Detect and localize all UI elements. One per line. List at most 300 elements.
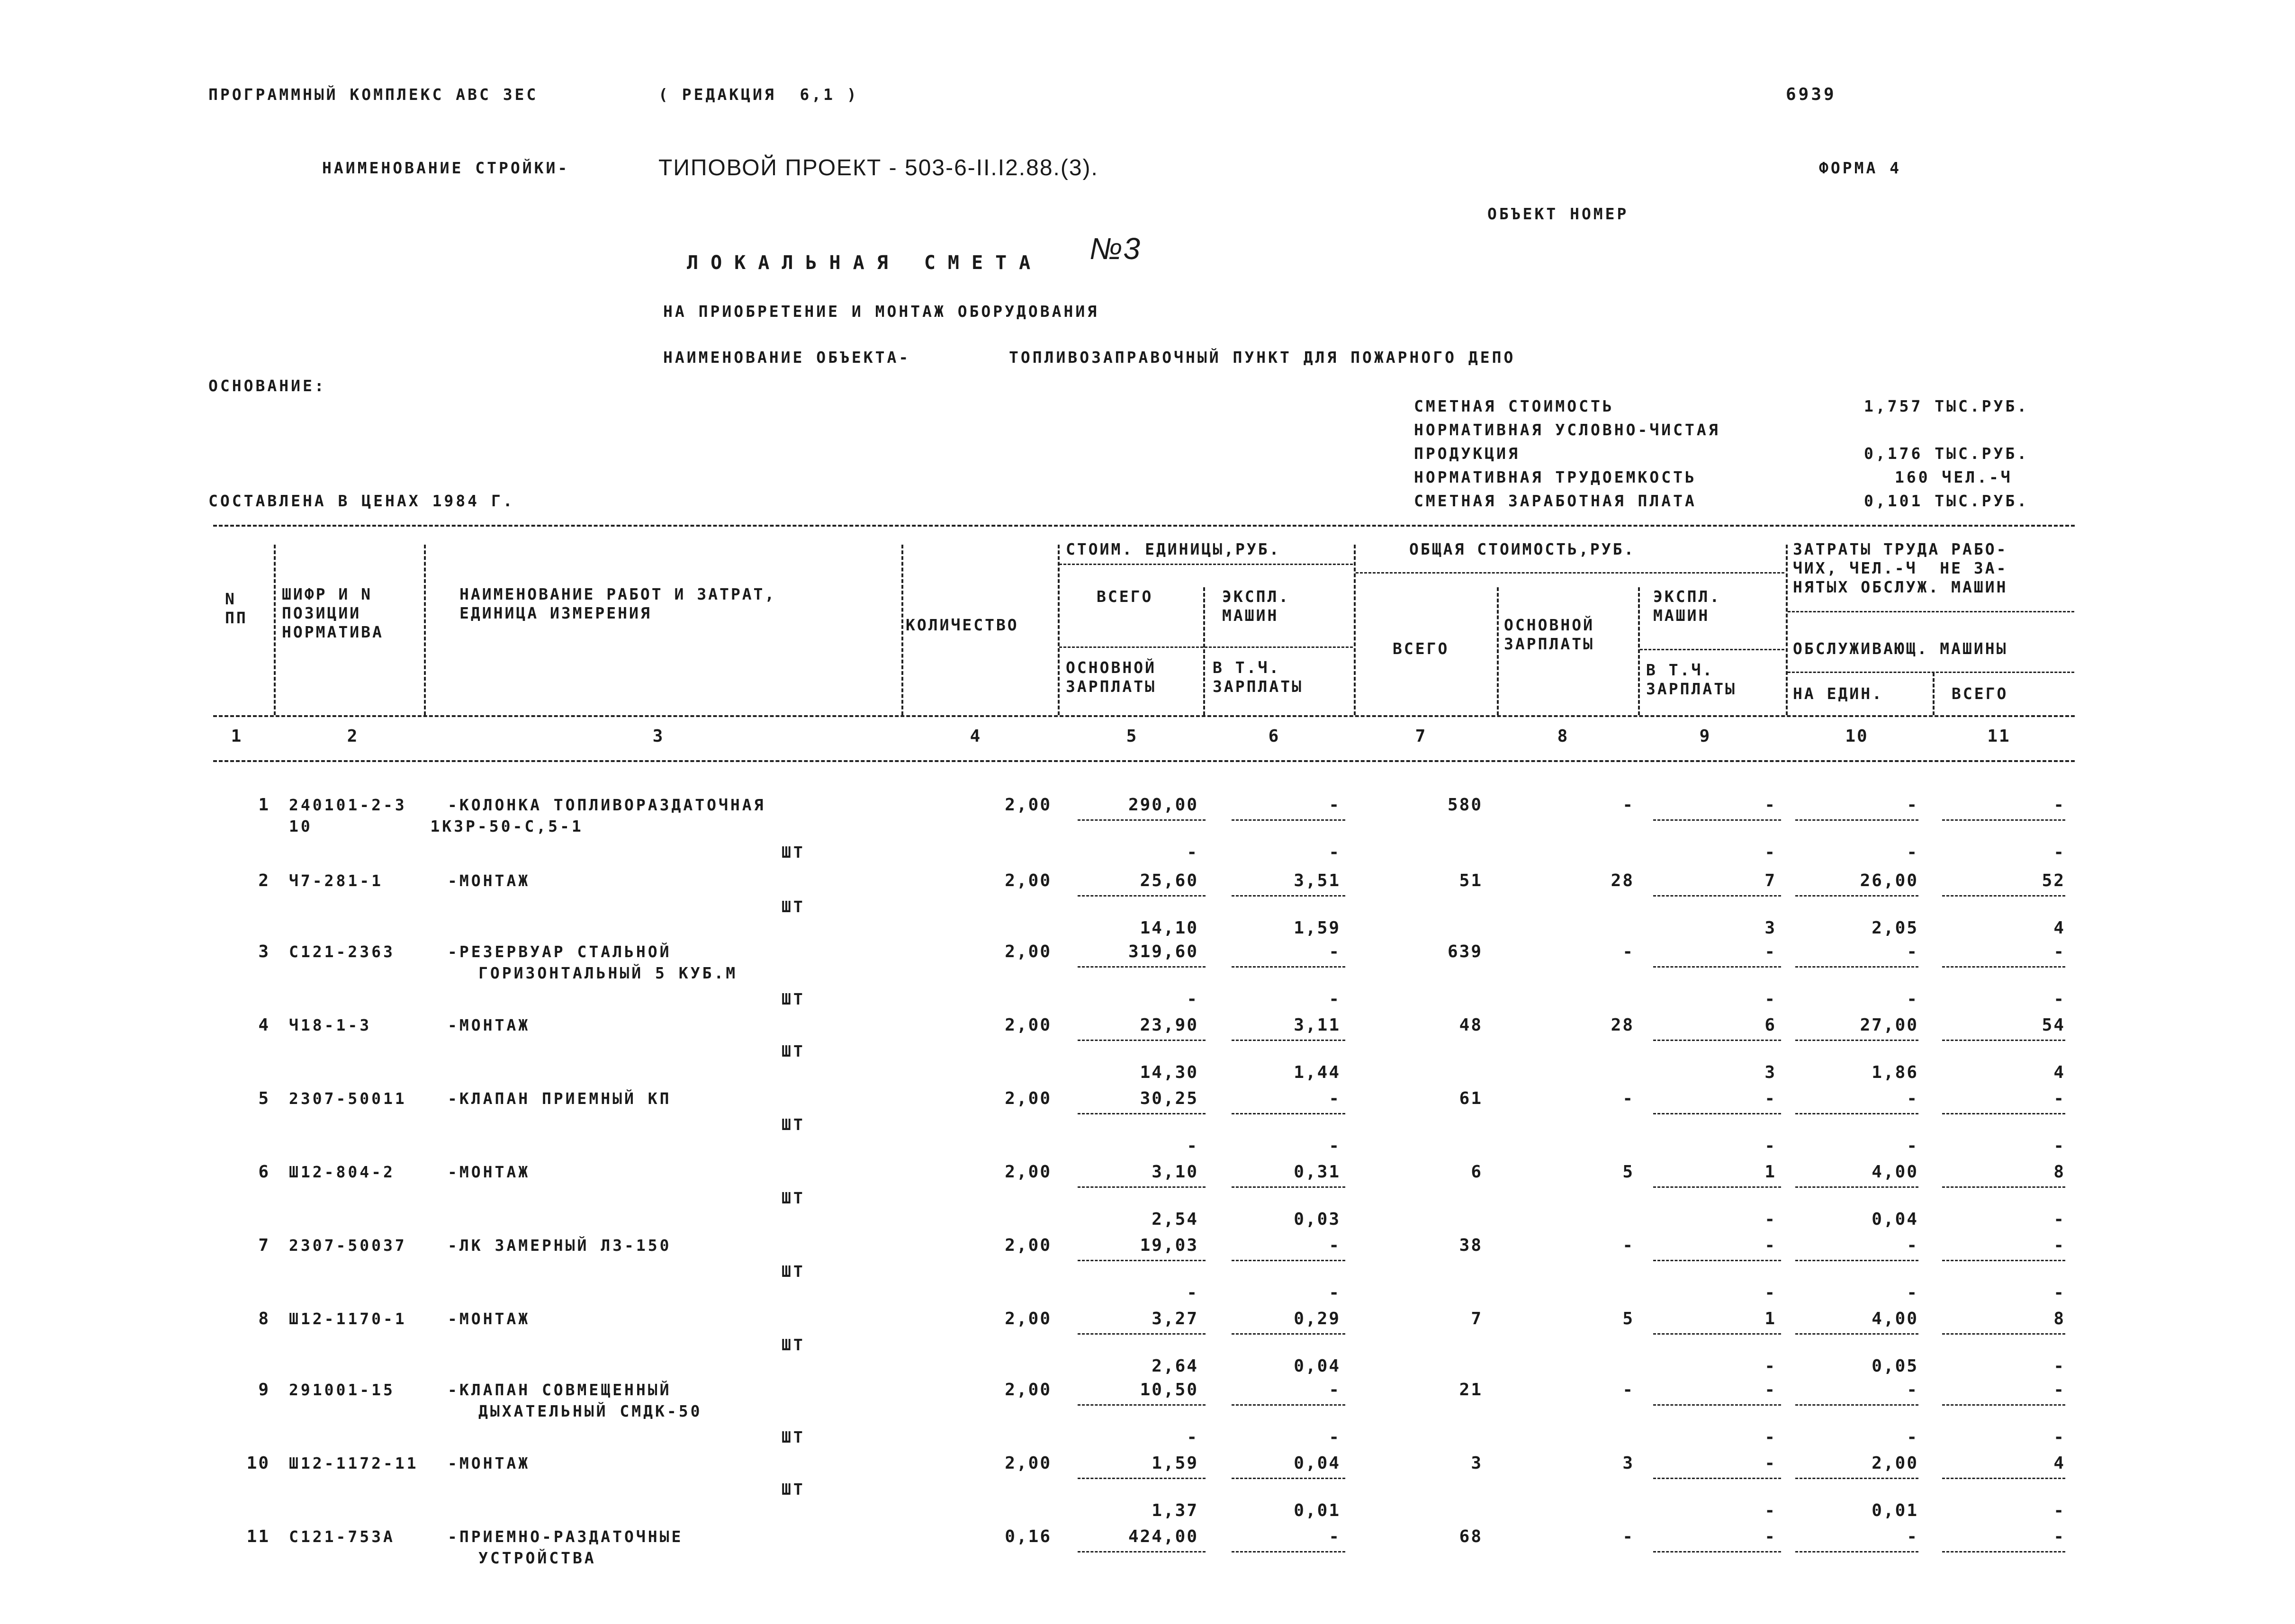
column-number: 8 [1557, 727, 1569, 746]
row-unit-incl-salary: 0,04 [1294, 1356, 1341, 1376]
cell-underline [1653, 895, 1781, 897]
row-total-base-salary: 5 [1622, 1162, 1634, 1182]
cell-underline [1232, 1260, 1345, 1261]
row-total-exploit: 1 [1764, 1309, 1776, 1328]
row-unit-base-salary: 1,37 [1152, 1501, 1198, 1520]
header-rule [1788, 672, 2074, 673]
cell-underline [1942, 1186, 2065, 1188]
construction-value-prefix [658, 155, 1098, 180]
row-total-exploit: 7 [1764, 871, 1776, 890]
row-labor-all: 8 [2053, 1162, 2065, 1182]
row-unit-total: 319,60 [1128, 942, 1198, 961]
row-labor-machines-all: - [2053, 1356, 2065, 1376]
header-unit-incl-salary: В Т.Ч. ЗАРПЛАТЫ [1213, 658, 1303, 696]
header-col3: НАИМЕНОВАНИЕ РАБОТ И ЗАТРАТ, ЕДИНИЦА ИЗМЕРЕНИЯ [459, 585, 776, 622]
cell-underline [1942, 966, 2065, 968]
row-total-incl-salary: 3 [1764, 1063, 1776, 1082]
header-unit-base-salary: ОСНОВНОЙ ЗАРПЛАТЫ [1066, 658, 1156, 696]
summary-cost-value: 1,757 ТЫС.РУБ. [1864, 397, 2029, 415]
row-labor-machines-per-unit: - [1907, 1136, 1918, 1156]
row-labor-all: - [2053, 1089, 2065, 1108]
row-total: 3 [1471, 1454, 1483, 1473]
row-total-base-salary: - [1622, 1236, 1634, 1255]
row-name-line2: 10 1К3Р-50-С,5-1 [289, 817, 584, 835]
row-labor-per-unit: - [1907, 1089, 1918, 1108]
cell-underline [1232, 1333, 1345, 1335]
row-labor-all: - [2053, 1380, 2065, 1400]
row-labor-machines-per-unit: 1,86 [1872, 1063, 1918, 1082]
row-labor-per-unit: 4,00 [1872, 1162, 1918, 1182]
row-labor-machines-all: - [2053, 1136, 2065, 1156]
row-number: 7 [258, 1236, 270, 1255]
header-col4: КОЛИЧЕСТВО [906, 616, 1019, 634]
row-unit-exploit: 0,29 [1294, 1309, 1341, 1328]
cell-underline [1942, 895, 2065, 897]
row-unit-base-salary: - [1187, 1136, 1198, 1156]
col-divider-8 [1638, 587, 1640, 715]
row-total-base-salary: 28 [1611, 1015, 1634, 1035]
construction-value: ТИПОВОЙ ПРОЕКТ - 503-6-II.I2.88.(3). [658, 155, 1098, 180]
column-number: 1 [231, 727, 243, 746]
cell-underline [1942, 1040, 2065, 1041]
row-total-exploit: - [1764, 1089, 1776, 1108]
cell-underline [1078, 819, 1206, 821]
prices-basis: СОСТАВЛЕНА В ЦЕНАХ 1984 Г. [208, 492, 515, 510]
row-total-base-salary: - [1622, 942, 1634, 961]
cell-underline [1795, 819, 1918, 821]
row-total-exploit: - [1764, 1236, 1776, 1255]
cell-underline [1078, 966, 1206, 968]
row-labor-per-unit: - [1907, 1380, 1918, 1400]
row-labor-all: 54 [2042, 1015, 2065, 1035]
row-name: -КЛАПАН СОВМЕЩЕННЫЙ [448, 1381, 672, 1399]
row-quantity: 2,00 [1005, 1454, 1052, 1473]
row-total: 48 [1459, 1015, 1483, 1035]
cell-underline [1942, 1113, 2065, 1114]
cell-underline [1078, 895, 1206, 897]
summary-labor-value: 160 ЧЕЛ.-Ч [1895, 468, 2013, 486]
row-name: -МОНТАЖ [448, 1310, 531, 1328]
row-name-line2: ДЫХАТЕЛЬНЫЙ СМДК-50 [478, 1402, 702, 1420]
cell-underline [1232, 1186, 1345, 1188]
basis-label: ОСНОВАНИЕ: [208, 377, 326, 395]
row-labor-machines-all: - [2053, 989, 2065, 1009]
row-unit-base-salary: - [1187, 843, 1198, 862]
cell-underline [1942, 1260, 2065, 1261]
row-quantity: 2,00 [1005, 1015, 1052, 1035]
row-total-exploit: - [1764, 942, 1776, 961]
cell-underline [1232, 966, 1345, 968]
row-number: 9 [258, 1380, 270, 1400]
row-unit-incl-salary: 1,59 [1294, 918, 1341, 938]
col-divider-3 [901, 545, 903, 715]
cell-underline [1653, 1186, 1781, 1188]
row-name: -КЛАПАН ПРИЕМНЫЙ КП [448, 1089, 672, 1108]
cell-underline [1942, 1333, 2065, 1335]
cell-underline [1942, 1551, 2065, 1552]
summary-cost-label: СМЕТНАЯ СТОИМОСТЬ [1414, 397, 1614, 415]
form-label: ФОРМА 4 [1819, 159, 1902, 177]
row-total-incl-salary: - [1764, 1427, 1776, 1447]
row-unit: ШТ [782, 990, 805, 1008]
row-total-base-salary: - [1622, 1380, 1634, 1400]
header-labor: ЗАТРАТЫ ТРУДА РАБО- ЧИХ, ЧЕЛ.-Ч НЕ ЗА- НЯТЫХ ОБСЛУЖ. МАШИН [1793, 540, 2008, 596]
row-total: 6 [1471, 1162, 1483, 1182]
row-number: 4 [258, 1015, 270, 1035]
row-unit-incl-salary: 0,01 [1294, 1501, 1341, 1520]
cell-underline [1942, 1478, 2065, 1479]
row-unit-base-salary: - [1187, 1427, 1198, 1447]
row-unit: ШТ [782, 1262, 805, 1281]
row-unit-incl-salary: - [1329, 1136, 1341, 1156]
summary-product-label-2: ПРОДУКЦИЯ [1414, 444, 1520, 463]
row-unit-incl-salary: - [1329, 843, 1341, 862]
cell-underline [1653, 966, 1781, 968]
cell-underline [1078, 1186, 1206, 1188]
row-unit-incl-salary: - [1329, 989, 1341, 1009]
row-labor-per-unit: 27,00 [1860, 1015, 1918, 1035]
row-quantity: 2,00 [1005, 795, 1052, 815]
row-unit: ШТ [782, 843, 805, 861]
cell-underline [1942, 1404, 2065, 1406]
row-labor-machines-all: - [2053, 1210, 2065, 1229]
cell-underline [1078, 1478, 1206, 1479]
row-unit-exploit: - [1329, 795, 1341, 815]
cell-underline [1078, 1260, 1206, 1261]
row-code: Ч7-281-1 [289, 871, 383, 890]
row-unit-incl-salary: - [1329, 1283, 1341, 1302]
row-number: 8 [258, 1309, 270, 1328]
header-mid-rule [213, 715, 2075, 717]
row-labor-all: - [2053, 942, 2065, 961]
cell-underline [1078, 1113, 1206, 1114]
cell-underline [1795, 1551, 1918, 1552]
row-code: Ш12-1170-1 [289, 1310, 407, 1328]
row-total-incl-salary: - [1764, 1136, 1776, 1156]
row-unit-exploit: - [1329, 1089, 1341, 1108]
row-name: -МОНТАЖ [448, 1454, 531, 1472]
row-labor-per-unit: - [1907, 942, 1918, 961]
cell-underline [1232, 1551, 1345, 1552]
cell-underline [1653, 1260, 1781, 1261]
cell-underline [1232, 1113, 1345, 1114]
col-divider-10 [1933, 673, 1935, 715]
row-total-base-salary: 5 [1622, 1309, 1634, 1328]
estimate-number: №3 [1089, 232, 1141, 266]
row-name: -МОНТАЖ [448, 871, 531, 890]
row-total: 38 [1459, 1236, 1483, 1255]
row-labor-machines-all: 4 [2053, 1063, 2065, 1082]
row-labor-machines-per-unit: 0,04 [1872, 1210, 1918, 1229]
header-all: ВСЕГО [1952, 684, 2008, 703]
row-total-incl-salary: - [1764, 1356, 1776, 1376]
cell-underline [1232, 819, 1345, 821]
row-labor-machines-per-unit: - [1907, 843, 1918, 862]
row-number: 11 [246, 1527, 270, 1546]
column-number: 2 [347, 727, 359, 746]
column-number: 9 [1699, 727, 1711, 746]
row-name-line2: УСТРОЙСТВА [478, 1549, 596, 1567]
row-unit-total: 3,10 [1152, 1162, 1198, 1182]
row-total-exploit: 1 [1764, 1162, 1776, 1182]
row-unit-incl-salary: 1,44 [1294, 1063, 1341, 1082]
cell-underline [1232, 1478, 1345, 1479]
object-value: ТОПЛИВОЗАПРАВОЧНЫЙ ПУНКТ ДЛЯ ПОЖАРНОГО ДЕПО [1009, 348, 1516, 367]
row-total: 68 [1459, 1527, 1483, 1546]
cell-underline [1795, 895, 1918, 897]
summary-product-value: 0,176 ТЫС.РУБ. [1864, 444, 2029, 463]
row-number: 6 [258, 1162, 270, 1182]
row-number: 3 [258, 942, 270, 961]
cell-underline [1232, 1404, 1345, 1406]
row-total-base-salary: - [1622, 1089, 1634, 1108]
row-unit: ШТ [782, 1189, 805, 1207]
row-total-incl-salary: - [1764, 1210, 1776, 1229]
row-name: -МОНТАЖ [448, 1016, 531, 1034]
row-labor-all: - [2053, 795, 2065, 815]
row-total-base-salary: - [1622, 1527, 1634, 1546]
row-unit-base-salary: - [1187, 989, 1198, 1009]
col-divider-4 [1058, 545, 1060, 715]
row-labor-all: - [2053, 1236, 2065, 1255]
row-quantity: 2,00 [1005, 1162, 1052, 1182]
col-divider-5 [1203, 587, 1205, 715]
row-name: -РЕЗЕРВУАР СТАЛЬНОЙ [448, 942, 672, 961]
cell-underline [1078, 1404, 1206, 1406]
header-total-base: ОСНОВНОЙ ЗАРПЛАТЫ [1504, 616, 1594, 653]
row-code: 2307-50037 [289, 1236, 407, 1255]
row-labor-machines-per-unit: - [1907, 1283, 1918, 1302]
row-code: 240101-2-3 [289, 796, 407, 814]
construction-label: НАИМЕНОВАНИЕ СТРОЙКИ- [322, 159, 570, 177]
row-unit-exploit: 0,04 [1294, 1454, 1341, 1473]
row-labor-machines-per-unit: - [1907, 1427, 1918, 1447]
program-name: ПРОГРАММНЫЙ КОМПЛЕКС АВС ЗЕС [208, 85, 539, 104]
column-number: 7 [1415, 727, 1427, 746]
cell-underline [1942, 819, 2065, 821]
cell-underline [1795, 1040, 1918, 1041]
summary-salary-value: 0,101 ТЫС.РУБ. [1864, 492, 2029, 510]
row-unit-total: 25,60 [1140, 871, 1198, 890]
row-total-exploit: - [1764, 1454, 1776, 1473]
header-unit-exploit: ЭКСПЛ. МАШИН [1222, 587, 1290, 625]
row-unit-exploit: - [1329, 1380, 1341, 1400]
column-number: 6 [1268, 727, 1280, 746]
cell-underline [1078, 1551, 1206, 1552]
row-unit-total: 1,59 [1152, 1454, 1198, 1473]
row-unit-total: 424,00 [1128, 1527, 1198, 1546]
header-labor-machines: ОБСЛУЖИВАЮЩ. МАШИНЫ [1793, 639, 2008, 658]
row-unit-exploit: 3,11 [1294, 1015, 1341, 1035]
page-number: 6939 [1786, 85, 1836, 104]
header-total-exploit: ЭКСПЛ. МАШИН [1653, 587, 1721, 625]
row-labor-machines-per-unit: 2,05 [1872, 918, 1918, 938]
row-labor-per-unit: 4,00 [1872, 1309, 1918, 1328]
cell-underline [1078, 1333, 1206, 1335]
row-labor-per-unit: - [1907, 1236, 1918, 1255]
row-unit-total: 19,03 [1140, 1236, 1198, 1255]
row-unit-incl-salary: - [1329, 1427, 1341, 1447]
row-number: 2 [258, 871, 270, 890]
row-labor-machines-per-unit: - [1907, 989, 1918, 1009]
col-divider-2 [424, 545, 426, 715]
row-labor-machines-all: - [2053, 1283, 2065, 1302]
row-number: 10 [246, 1454, 270, 1473]
row-labor-per-unit: - [1907, 1527, 1918, 1546]
header-rule [1059, 646, 1353, 648]
row-unit-base-salary: 14,30 [1140, 1063, 1198, 1082]
row-code: Ш12-804-2 [289, 1163, 395, 1181]
row-unit-exploit: 3,51 [1294, 871, 1341, 890]
cell-underline [1653, 819, 1781, 821]
row-total-incl-salary: - [1764, 989, 1776, 1009]
column-number: 4 [970, 727, 982, 746]
col-divider-7 [1497, 587, 1499, 715]
row-unit: ШТ [782, 1480, 805, 1498]
row-unit-base-salary: 2,64 [1152, 1356, 1198, 1376]
row-total: 61 [1459, 1089, 1483, 1108]
cell-underline [1795, 1333, 1918, 1335]
row-total-exploit: - [1764, 1380, 1776, 1400]
row-unit-exploit: 0,31 [1294, 1162, 1341, 1182]
row-name: -КОЛОНКА ТОПЛИВОРАЗДАТОЧНАЯ [448, 796, 766, 814]
row-unit: ШТ [782, 1042, 805, 1060]
row-labor-machines-all: - [2053, 1427, 2065, 1447]
row-quantity: 0,16 [1005, 1527, 1052, 1546]
header-rule [1356, 572, 1784, 574]
col-divider-6 [1354, 545, 1356, 715]
row-number: 5 [258, 1089, 270, 1108]
row-labor-all: - [2053, 1527, 2065, 1546]
cell-underline [1653, 1404, 1781, 1406]
cell-underline [1232, 895, 1345, 897]
object-label: НАИМЕНОВАНИЕ ОБЪЕКТА- [663, 348, 911, 367]
cell-underline [1653, 1333, 1781, 1335]
row-unit-base-salary: 2,54 [1152, 1210, 1198, 1229]
header-top-rule [213, 525, 2075, 527]
object-number-label: ОБЪЕКТ НОМЕР [1487, 205, 1629, 223]
row-total-incl-salary: - [1764, 843, 1776, 862]
row-total: 639 [1447, 942, 1483, 961]
row-labor-all: 8 [2053, 1309, 2065, 1328]
row-total-base-salary: - [1622, 795, 1634, 815]
row-unit-total: 30,25 [1140, 1089, 1198, 1108]
row-unit-total: 290,00 [1128, 795, 1198, 815]
row-labor-machines-all: - [2053, 843, 2065, 862]
row-total: 7 [1471, 1309, 1483, 1328]
row-unit-incl-salary: 0,03 [1294, 1210, 1341, 1229]
row-total: 51 [1459, 871, 1483, 890]
column-number: 11 [1987, 727, 2011, 746]
row-unit-base-salary: - [1187, 1283, 1198, 1302]
header-unit-total: ВСЕГО [1097, 587, 1153, 606]
row-quantity: 2,00 [1005, 1089, 1052, 1108]
cell-underline [1795, 1260, 1918, 1261]
row-labor-per-unit: 2,00 [1872, 1454, 1918, 1473]
col-divider-9 [1786, 545, 1788, 715]
row-unit: ШТ [782, 1336, 805, 1354]
row-labor-machines-all: - [2053, 1501, 2065, 1520]
row-unit-exploit: - [1329, 1527, 1341, 1546]
row-labor-machines-per-unit: 0,05 [1872, 1356, 1918, 1376]
cell-underline [1653, 1040, 1781, 1041]
column-number: 5 [1126, 727, 1138, 746]
row-labor-machines-per-unit: 0,01 [1872, 1501, 1918, 1520]
row-unit: ШТ [782, 1115, 805, 1134]
header-col1: N ПП [225, 590, 248, 627]
row-quantity: 2,00 [1005, 1309, 1052, 1328]
row-total: 580 [1447, 795, 1483, 815]
row-labor-per-unit: 26,00 [1860, 871, 1918, 890]
row-unit-total: 23,90 [1140, 1015, 1198, 1035]
row-labor-per-unit: - [1907, 795, 1918, 815]
header-rule [1640, 649, 1784, 650]
header-rule [1788, 611, 2074, 612]
row-code: Ш12-1172-11 [289, 1454, 419, 1472]
cell-underline [1078, 1040, 1206, 1041]
cell-underline [1795, 1404, 1918, 1406]
cell-underline [1653, 1551, 1781, 1552]
row-name: -ПРИЕМНО-РАЗДАТОЧНЫЕ [448, 1527, 684, 1546]
row-quantity: 2,00 [1005, 942, 1052, 961]
row-number: 1 [258, 795, 270, 815]
row-name: -ЛК ЗАМЕРНЫЙ ЛЗ-150 [448, 1236, 672, 1255]
row-total-incl-salary: - [1764, 1283, 1776, 1302]
header-col2: ШИФР И N ПОЗИЦИИ НОРМАТИВА [282, 585, 384, 641]
row-total-exploit: 6 [1764, 1015, 1776, 1035]
row-quantity: 2,00 [1005, 871, 1052, 890]
col-divider-1 [274, 545, 276, 715]
summary-product-label: НОРМАТИВНАЯ УСЛОВНО-ЧИСТАЯ [1414, 421, 1720, 439]
row-total: 21 [1459, 1380, 1483, 1400]
cell-underline [1653, 1478, 1781, 1479]
row-code: Ч18-1-3 [289, 1016, 372, 1034]
summary-labor-label: НОРМАТИВНАЯ ТРУДОЕМКОСТЬ [1414, 468, 1697, 486]
cell-underline [1232, 1040, 1345, 1041]
row-name-line2: ГОРИЗОНТАЛЬНЫЙ 5 КУБ.М [478, 964, 738, 982]
header-total-incl: В Т.Ч. ЗАРПЛАТЫ [1646, 661, 1737, 698]
row-total-incl-salary: 3 [1764, 918, 1776, 938]
row-quantity: 2,00 [1005, 1236, 1052, 1255]
row-unit: ШТ [782, 897, 805, 916]
row-code: 2307-50011 [289, 1089, 407, 1108]
row-total-base-salary: 3 [1622, 1454, 1634, 1473]
cell-underline [1795, 1186, 1918, 1188]
row-unit-exploit: - [1329, 1236, 1341, 1255]
header-per-unit: НА ЕДИН. [1793, 684, 1883, 703]
edition: ( РЕДАКЦИЯ 6,1 ) [658, 85, 859, 104]
row-quantity: 2,00 [1005, 1380, 1052, 1400]
header-bottom-rule [213, 760, 2075, 762]
row-total-exploit: - [1764, 1527, 1776, 1546]
row-code: С121-2363 [289, 942, 395, 961]
row-code: 291001-15 [289, 1381, 395, 1399]
row-total-base-salary: 28 [1611, 871, 1634, 890]
row-labor-machines-all: 4 [2053, 918, 2065, 938]
row-unit-total: 10,50 [1140, 1380, 1198, 1400]
row-labor-all: 4 [2053, 1454, 2065, 1473]
document-title: ЛОКАЛЬНАЯ СМЕТА [687, 252, 1043, 274]
row-code: С121-753А [289, 1527, 395, 1546]
header-total-cost: ОБЩАЯ СТОИМОСТЬ,РУБ. [1409, 540, 1636, 558]
header-total-all: ВСЕГО [1393, 639, 1449, 658]
row-unit: ШТ [782, 1428, 805, 1446]
cell-underline [1795, 966, 1918, 968]
cell-underline [1795, 1113, 1918, 1114]
document-subtitle: НА ПРИОБРЕТЕНИЕ И МОНТАЖ ОБОРУДОВАНИЯ [663, 302, 1099, 321]
row-total-exploit: - [1764, 795, 1776, 815]
cell-underline [1653, 1113, 1781, 1114]
